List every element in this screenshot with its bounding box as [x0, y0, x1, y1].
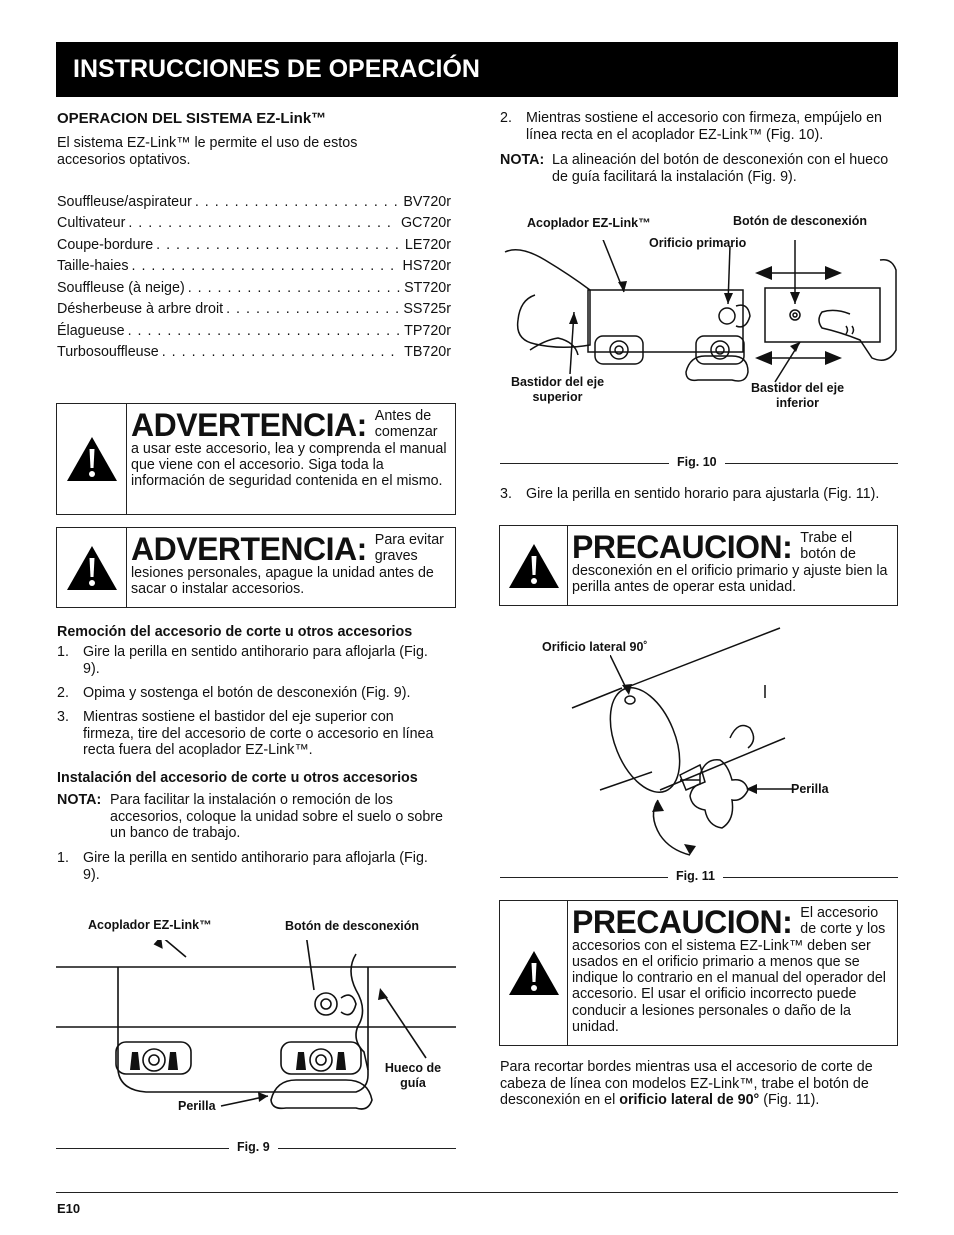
- removal-title: Remoción del accesorio de corte u otros accesorios: [57, 624, 413, 640]
- accessory-row: Taille-haies . . . HS720r: [57, 258, 451, 276]
- fig9-caption: Fig. 9: [229, 1140, 278, 1154]
- list-item: 3. Mientras sostiene el bastidor del eje superior con firmeza, tire del accesorio de corte o accesorio en línea recta fuera del acoplador EZ-Link™.: [57, 709, 434, 758]
- warning-box-2: [56, 527, 456, 608]
- page-number: E10: [57, 1201, 81, 1216]
- fig9-label-button: Botón de desconexión: [285, 919, 420, 933]
- page-header-title: INSTRUCCIONES DE OPERACIÓN: [73, 55, 480, 83]
- fig10-caption: Fig. 10: [669, 455, 725, 469]
- warning-word: ADVERTENCIA:: [131, 531, 367, 567]
- fig11-label-knob: Perilla: [791, 782, 829, 796]
- caution-text: Trabe el botón de desconexión en el orificio primario y ajuste bien la perilla antes de operar esta unidad.: [572, 530, 888, 595]
- fig10-label-lower: Bastidor del eje inferior: [750, 381, 845, 410]
- fig10-label-coupler: Acoplador EZ-Link™: [527, 216, 651, 230]
- fig11-label-side: Orificio lateral 90˚: [542, 640, 648, 654]
- caution-box-2: [499, 900, 898, 1046]
- right-note: NOTA: La alineación del botón de desconexión con el hueco de guía facilitará la instalación (Fig. 9).: [500, 152, 889, 185]
- section-title: OPERACION DEL SISTEMA EZ-Link™: [57, 110, 327, 127]
- warning-text: Antes de comenzar a usar este accesorio, lea y comprenda el manual que viene con el accesorio. Siga toda la información de seguridad contenida en el mismo.: [131, 408, 447, 490]
- fig10-label-primary: Orificio primario: [649, 236, 747, 250]
- fig10-label-upper: Bastidor del eje superior: [510, 375, 605, 404]
- list-item: 2. Opima y sostenga el botón de desconexión (Fig. 9).: [57, 685, 411, 701]
- accessory-row: Souffleuse (à neige) . . . ST720r: [57, 280, 451, 298]
- list-item: 3. Gire la perilla en sentido horario para ajustarla (Fig. 11).: [500, 486, 880, 502]
- accessory-row: Souffleuse/aspirateur . . . BV720r: [57, 194, 451, 212]
- accessory-row: Élagueuse . . . TP720r: [57, 323, 451, 341]
- final-paragraph: Para recortar bordes mientras usa el accesorio de corte de cabeza de línea con modelos EZ-Link™, trabe el botón de desconexión en el orificio lateral de 90° (Fig. 11).: [500, 1059, 873, 1108]
- warning-triangle-icon: [65, 435, 119, 483]
- install-title: Instalación del accesorio de corte u otros accesorios: [57, 770, 418, 786]
- fig9-label-coupler: Acoplador EZ-Link™: [88, 918, 212, 932]
- list-item: 1. Gire la perilla en sentido antihorario para aflojarla (Fig. 9).: [57, 644, 428, 677]
- warning-triangle-icon: [507, 949, 561, 997]
- warning-word: ADVERTENCIA:: [131, 407, 367, 443]
- caution-word: PRECAUCION:: [572, 904, 793, 940]
- accessory-row: Désherbeuse à arbre droit . . . SS725r: [57, 301, 451, 319]
- fig11-caption: Fig. 11: [668, 869, 723, 883]
- fig9-label-guide: Hueco de guía: [384, 1061, 442, 1090]
- caution-word: PRECAUCION:: [572, 529, 793, 565]
- fig10-label-button: Botón de desconexión: [733, 214, 868, 228]
- page-header-banner: [56, 42, 898, 97]
- warning-box-1: [56, 403, 456, 515]
- warning-text: Para evitar graves lesiones personales, apague la unidad antes de sacar o instalar accesorios.: [131, 532, 444, 597]
- accessory-row: Cultivateur . . . GC720r: [57, 215, 451, 233]
- footer-rule: [56, 1192, 898, 1193]
- caution-text: El accesorio de corte y los accesorios con el sistema EZ-Link™ deben ser usados en el orificio primario a menos que se indique lo contrario en el manual del operador del accesorio. El usar el orificio incorrecto puede conducir a lesiones personales o daño de la unidad.: [572, 905, 886, 1036]
- coupler-illustration: [56, 940, 456, 1130]
- caution-box-1: [499, 525, 898, 606]
- coupler-install-illustration: [500, 240, 900, 385]
- warning-triangle-icon: [65, 544, 119, 592]
- list-item: 1. Gire la perilla en sentido antihorario para aflojarla (Fig. 9).: [57, 850, 428, 883]
- accessory-row: Turbosouffleuse . . . TB720r: [57, 344, 451, 362]
- fig9-label-knob: Perilla: [178, 1099, 216, 1113]
- list-item: 2. Mientras sostiene el accesorio con firmeza, empújelo en línea recta en el acoplador EZ-Link™ (Fig. 10).: [500, 110, 883, 143]
- section-intro: El sistema EZ-Link™ le permite el uso de estos accesorios optativos.: [57, 135, 358, 168]
- install-note: NOTA: Para facilitar la instalación o remoción de los accesorios, coloque la unidad sobre el suelo o sobre un banco de trabajo.: [57, 792, 444, 841]
- warning-triangle-icon: [507, 542, 561, 590]
- accessory-row: Coupe-bordure . . . LE720r: [57, 237, 451, 255]
